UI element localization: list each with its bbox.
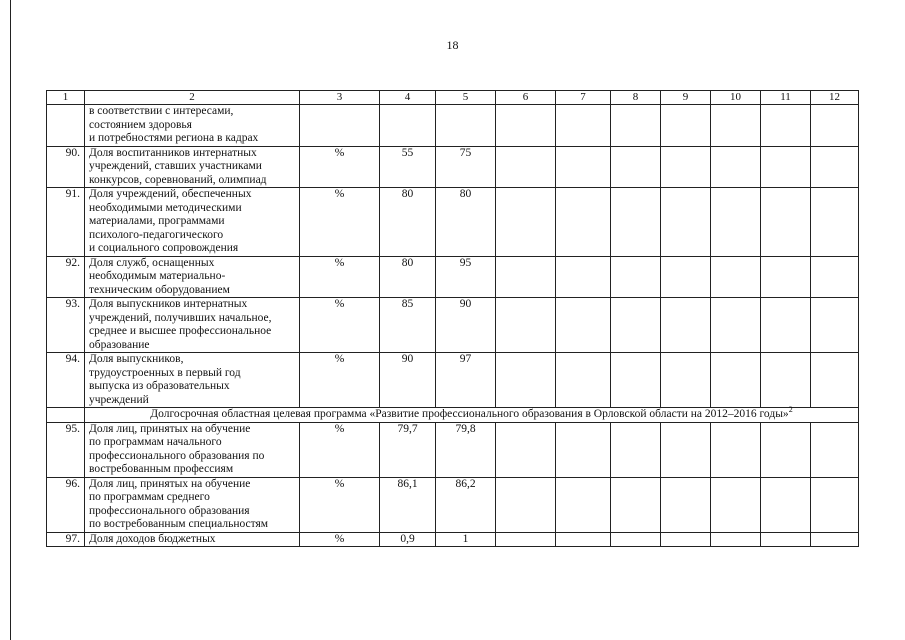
column-header: 5 [436, 91, 496, 105]
value-col5-cell: 75 [436, 146, 496, 188]
row-number-cell: 90. [47, 146, 85, 188]
indicator-name-cell [85, 353, 300, 408]
empty-cell [496, 532, 556, 547]
column-header: 7 [556, 91, 611, 105]
indicator-name-cell [85, 477, 300, 532]
indicator-name-line: профессионального образования по [89, 449, 265, 462]
column-header: 3 [300, 91, 380, 105]
empty-cell [711, 105, 761, 147]
column-header: 11 [761, 91, 811, 105]
value-col5-cell: 79,8 [436, 422, 496, 477]
empty-cell [761, 353, 811, 408]
empty-cell [811, 188, 859, 257]
value-col4-cell: 55 [380, 146, 436, 188]
indicator-name-line: Доля воспитанников интернатных [89, 146, 257, 159]
section-title-cell [85, 405, 859, 423]
table-row [47, 477, 859, 532]
indicator-name-line: Доля служб, оснащенных [89, 256, 215, 269]
value-col4-cell: 0,9 [380, 532, 436, 547]
row-number-cell: 97. [47, 532, 85, 547]
indicator-name-cell [85, 188, 300, 257]
row-number-cell: 94. [47, 353, 85, 408]
column-header: 9 [661, 91, 711, 105]
value-col5-cell: 1 [436, 532, 496, 547]
empty-cell [556, 353, 611, 408]
value-col5-cell: 90 [436, 298, 496, 353]
unit-cell: % [300, 353, 380, 408]
indicator-name-line: учреждений, ставших участниками [89, 160, 262, 172]
empty-cell [811, 353, 859, 408]
table-row [47, 188, 859, 257]
indicator-name-line: и социального сопровождения [89, 242, 239, 254]
table-row [47, 422, 859, 477]
value-col5-cell: 80 [436, 188, 496, 257]
value-col4-cell: 90 [380, 353, 436, 408]
unit-cell: % [300, 532, 380, 547]
indicator-name-line: необходимым материально- [89, 270, 226, 282]
empty-cell [661, 422, 711, 477]
value-col4-cell: 86,1 [380, 477, 436, 532]
value-col4-cell: 80 [380, 188, 436, 257]
indicator-name-line: психолого-педагогического [89, 228, 224, 241]
indicator-name-cell [85, 105, 300, 147]
unit-cell: % [300, 477, 380, 532]
page-number: 18 [446, 38, 459, 52]
column-header: 12 [811, 91, 859, 105]
indicator-name-line: в соответствии с интересами, [89, 105, 234, 117]
empty-cell [761, 298, 811, 353]
empty-cell [556, 477, 611, 532]
empty-cell [661, 146, 711, 188]
empty-cell [611, 146, 661, 188]
empty-cell [496, 256, 556, 298]
empty-cell [661, 477, 711, 532]
indicator-name-line: выпуска из образовательных [89, 380, 230, 392]
table-header-row [47, 91, 859, 105]
value-col4-cell: 85 [380, 298, 436, 353]
section-row [47, 408, 859, 423]
empty-cell [436, 105, 496, 147]
empty-cell [811, 477, 859, 532]
indicator-name-line: состоянием здоровья [89, 118, 192, 131]
indicator-name-line: конкурсов, соревнований, олимпиад [89, 173, 267, 186]
value-col5-cell: 97 [436, 353, 496, 408]
column-header: 2 [85, 91, 300, 105]
indicator-name-cell [85, 146, 300, 188]
unit-cell: % [300, 298, 380, 353]
indicator-name-line: по востребованным специальностям [89, 518, 269, 530]
row-number-cell: 91. [47, 188, 85, 257]
empty-cell [496, 422, 556, 477]
row-number-cell: 96. [47, 477, 85, 532]
indicator-name-line: Доля выпускников, [89, 353, 184, 365]
unit-cell: % [300, 256, 380, 298]
empty-cell [611, 422, 661, 477]
value-col5-cell: 86,2 [436, 477, 496, 532]
indicator-name-line: Доля лиц, принятых на обучение [89, 422, 251, 435]
indicator-name-line: учреждений, получивших начальное, [89, 311, 272, 324]
indicator-name-line: техническим оборудованием [89, 283, 230, 296]
empty-cell [761, 146, 811, 188]
unit-cell: % [300, 146, 380, 188]
empty-cell [496, 353, 556, 408]
empty-cell [556, 146, 611, 188]
empty-cell [711, 422, 761, 477]
empty-cell [811, 256, 859, 298]
empty-cell [556, 105, 611, 147]
indicator-name-line: Доля учреждений, обеспеченных [89, 188, 252, 200]
empty-cell [496, 146, 556, 188]
row-number-cell [47, 105, 85, 147]
empty-cell [661, 188, 711, 257]
table-row [47, 298, 859, 353]
empty-cell [761, 188, 811, 257]
indicator-name-line: Доля лиц, принятых на обучение [89, 477, 251, 490]
empty-cell [611, 188, 661, 257]
empty-cell [611, 105, 661, 147]
continuation-row [47, 105, 859, 147]
row-number-cell [47, 408, 85, 423]
indicator-name-cell [85, 256, 300, 298]
indicator-name-line: профессионального образования [89, 504, 250, 517]
indicator-name-cell [85, 532, 300, 547]
column-header: 6 [496, 91, 556, 105]
empty-cell [556, 256, 611, 298]
indicator-name-cell [85, 298, 300, 353]
indicator-name-line: Доля выпускников интернатных [89, 298, 248, 310]
column-header: 1 [47, 91, 85, 105]
empty-cell [711, 256, 761, 298]
empty-cell [761, 422, 811, 477]
empty-cell [556, 532, 611, 547]
unit-cell: % [300, 422, 380, 477]
binding-margin-line [10, 0, 11, 640]
table-row [47, 353, 859, 408]
empty-cell [761, 532, 811, 547]
value-col4-cell: 79,7 [380, 422, 436, 477]
column-header: 4 [380, 91, 436, 105]
empty-cell [661, 532, 711, 547]
empty-cell [711, 146, 761, 188]
empty-cell [496, 298, 556, 353]
empty-cell [661, 298, 711, 353]
empty-cell [300, 105, 380, 147]
empty-cell [611, 298, 661, 353]
indicator-name-line: Доля доходов бюджетных [89, 532, 216, 545]
indicator-name-line: учреждений [89, 393, 149, 406]
empty-cell [611, 532, 661, 547]
empty-cell [496, 477, 556, 532]
empty-cell [556, 188, 611, 257]
indicator-name-cell [85, 422, 300, 477]
value-col4-cell: 80 [380, 256, 436, 298]
empty-cell [380, 105, 436, 147]
column-header: 10 [711, 91, 761, 105]
section-title: Долгосрочная областная целевая программа «Развитие профессионального образования в Орловской области на 2012–2016 годы» [150, 408, 789, 420]
indicator-name-line: материалами, программами [89, 215, 225, 227]
indicator-name-line: среднее и высшее профессиональное [89, 325, 272, 337]
indicator-name-line: необходимыми методическими [89, 201, 242, 214]
empty-cell [811, 105, 859, 147]
row-number-cell: 93. [47, 298, 85, 353]
empty-cell [811, 422, 859, 477]
indicator-name-line: востребованным профессиям [89, 463, 234, 475]
table-row [47, 146, 859, 188]
indicators-table [46, 90, 859, 547]
row-number-cell: 92. [47, 256, 85, 298]
empty-cell [761, 477, 811, 532]
indicator-name-line: по программам среднего [89, 491, 210, 503]
unit-cell: % [300, 188, 380, 257]
empty-cell [761, 256, 811, 298]
empty-cell [811, 298, 859, 353]
indicator-name-line: по программам начального [89, 436, 222, 448]
empty-cell [661, 353, 711, 408]
empty-cell [811, 532, 859, 547]
empty-cell [611, 256, 661, 298]
indicator-name-line: и потребностями региона в кадрах [89, 132, 259, 144]
empty-cell [711, 188, 761, 257]
empty-cell [556, 298, 611, 353]
table-row [47, 532, 859, 547]
empty-cell [811, 146, 859, 188]
empty-cell [661, 105, 711, 147]
table-row [47, 256, 859, 298]
empty-cell [761, 105, 811, 147]
empty-cell [711, 298, 761, 353]
footnote-marker: 2 [788, 405, 793, 415]
indicator-name-line: образование [89, 338, 150, 351]
empty-cell [711, 477, 761, 532]
column-header: 8 [611, 91, 661, 105]
empty-cell [496, 188, 556, 257]
empty-cell [711, 353, 761, 408]
empty-cell [611, 353, 661, 408]
empty-cell [711, 532, 761, 547]
value-col5-cell: 95 [436, 256, 496, 298]
empty-cell [556, 422, 611, 477]
indicator-name-line: трудоустроенных в первый год [89, 366, 241, 379]
empty-cell [661, 256, 711, 298]
row-number-cell: 95. [47, 422, 85, 477]
empty-cell [496, 105, 556, 147]
empty-cell [611, 477, 661, 532]
